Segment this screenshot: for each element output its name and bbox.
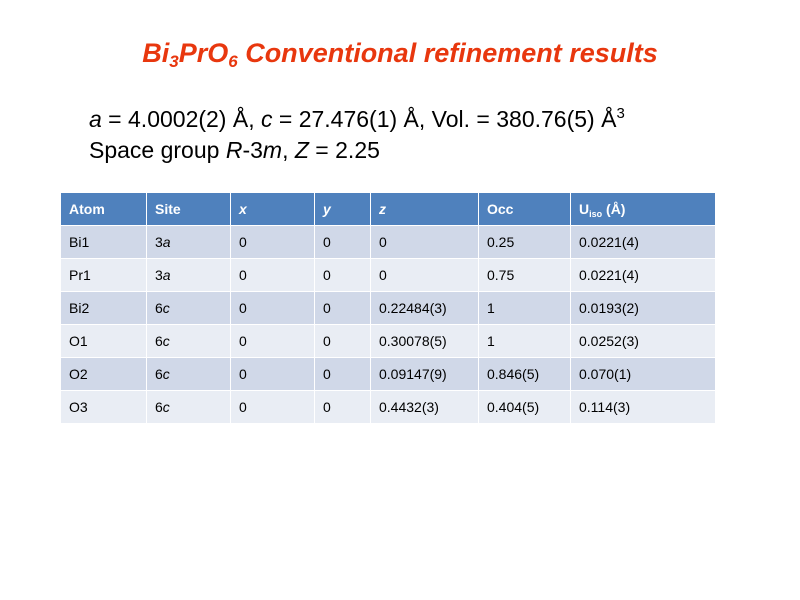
cell-y: 0 [315,259,371,292]
cell-z: 0.30078(5) [371,325,479,358]
cell-uiso: 0.114(3) [571,391,716,424]
table-row [61,358,716,391]
cell-y: 0 [315,292,371,325]
cell-z: 0 [371,259,479,292]
cell-occ: 0.25 [479,226,571,259]
header-uiso: $U_{iso}$ (Å) [571,193,716,226]
table-row [61,259,716,292]
cell-atom: O3 [61,391,147,424]
header-x: x [231,193,315,226]
cell-x: 0 [231,391,315,424]
cell-uiso: 0.0252(3) [571,325,716,358]
cell-occ: 0.75 [479,259,571,292]
space-group-line: Space group R-3m, Z = 2.25 [89,137,380,163]
cell-site: 6c [147,358,231,391]
cell-uiso: 0.0221(4) [571,259,716,292]
cell-x: 0 [231,292,315,325]
table-row [61,292,716,325]
header-z: z [371,193,479,226]
cell-z: 0.4432(3) [371,391,479,424]
cell-site: 3a [147,226,231,259]
cell-site: 6c [147,325,231,358]
header-occ: Occ [479,193,571,226]
table-row [61,391,716,424]
cell-uiso: 0.0193(2) [571,292,716,325]
cell-y: 0 [315,226,371,259]
cell-x: 0 [231,358,315,391]
header-site: Site [147,193,231,226]
table-header-row [61,193,716,226]
cell-occ: 1 [479,325,571,358]
refinement-table [60,192,716,424]
header-atom: Atom [61,193,147,226]
cell-site: 3a [147,259,231,292]
cell-site: 6c [147,391,231,424]
cell-occ: 0.404(5) [479,391,571,424]
slide-title: $Bi_3PrO_6$ Conventional refinement results [142,38,658,71]
cell-site: 6c [147,292,231,325]
cell-atom: Bi1 [61,226,147,259]
cell-atom: O2 [61,358,147,391]
table-row [61,226,716,259]
cell-atom: Pr1 [61,259,147,292]
cell-z: 0.09147(9) [371,358,479,391]
cell-uiso: 0.070(1) [571,358,716,391]
cell-parameters-line: a = 4.0002(2) Å, c = 27.476(1) Å, Vol. = 380.76(5) $Å^3$ [89,105,625,132]
cell-occ: 1 [479,292,571,325]
table-row [61,325,716,358]
cell-x: 0 [231,259,315,292]
cell-x: 0 [231,226,315,259]
header-y: y [315,193,371,226]
cell-atom: Bi2 [61,292,147,325]
cell-occ: 0.846(5) [479,358,571,391]
lattice-parameters [89,104,625,166]
cell-y: 0 [315,391,371,424]
cell-z: 0 [371,226,479,259]
cell-z: 0.22484(3) [371,292,479,325]
cell-y: 0 [315,358,371,391]
cell-x: 0 [231,325,315,358]
cell-uiso: 0.0221(4) [571,226,716,259]
cell-atom: O1 [61,325,147,358]
cell-y: 0 [315,325,371,358]
